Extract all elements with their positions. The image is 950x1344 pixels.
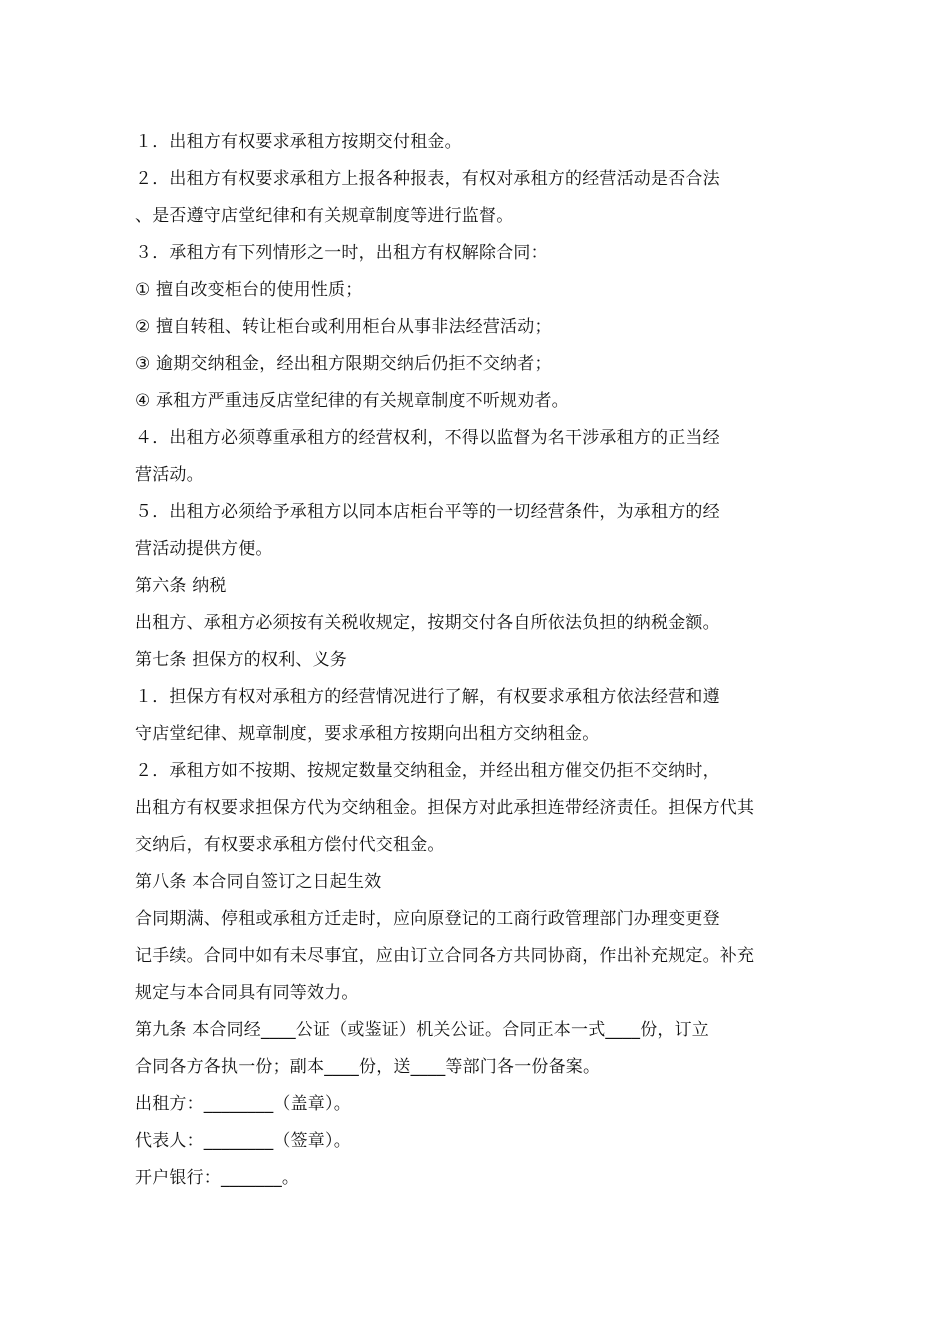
contract-text [135, 124, 835, 1197]
clause-line: 合同各方各执一份；副本____份，送____等部门各一份备案。 [135, 1057, 601, 1077]
clause-line: 营活动提供方便。 [135, 539, 273, 559]
article-heading: 第八条 本合同自签订之日起生效 [135, 872, 382, 892]
clause-line: ２．出租方有权要求承租方上报各种报表，有权对承租方的经营活动是否合法 [135, 169, 720, 189]
clause-line: 合同期满、停租或承租方迁走时，应向原登记的工商行政管理部门办理变更登 [135, 909, 720, 929]
clause-line: 出租方、承租方必须按有关税收规定，按期交付各自所依法负担的纳税金额。 [135, 613, 720, 633]
signature-lessor: 出租方：________（盖章）。 [135, 1094, 351, 1114]
article-line: 第九条 本合同经____公证（或鉴证）机关公证。合同正本一式____份，订立 [135, 1020, 710, 1040]
clause-line: 出租方有权要求担保方代为交纳租金。担保方对此承担连带经济责任。担保方代其 [135, 798, 755, 818]
article-heading: 第七条 担保方的权利、义务 [135, 650, 348, 670]
article-heading: 第六条 纳税 [135, 576, 227, 596]
list-item: ① 擅自改变柜台的使用性质； [135, 280, 363, 300]
clause-line: ２．承租方如不按期、按规定数量交纳租金，并经出租方催交仍拒不交纳时， [135, 761, 720, 781]
clause-line: 交纳后，有权要求承租方偿付代交租金。 [135, 835, 445, 855]
list-item: ② 擅自转租、转让柜台或利用柜台从事非法经营活动； [135, 317, 552, 337]
list-item: ④ 承租方严重违反店堂纪律的有关规章制度不听规劝者。 [135, 391, 569, 411]
clause-line: 营活动。 [135, 465, 204, 485]
clause-line: ５．出租方必须给予承租方以同本店柜台平等的一切经营条件，为承租方的经 [135, 502, 720, 522]
clause-line: １．出租方有权要求承租方按期交付租金。 [135, 132, 462, 152]
clause-line: ３．承租方有下列情形之一时，出租方有权解除合同： [135, 243, 548, 263]
clause-line: 守店堂纪律、规章制度，要求承租方按期向出租方交纳租金。 [135, 724, 600, 744]
signature-representative: 代表人：________（签章）。 [135, 1131, 351, 1151]
signature-bank: 开户银行：_______。 [135, 1168, 300, 1188]
clause-line: ４．出租方必须尊重承租方的经营权利，不得以监督为名干涉承租方的正当经 [135, 428, 720, 448]
clause-line: 记手续。合同中如有未尽事宜，应由订立合同各方共同协商，作出补充规定。补充 [135, 946, 755, 966]
clause-line: 规定与本合同具有同等效力。 [135, 983, 359, 1003]
clause-line: 、是否遵守店堂纪律和有关规章制度等进行监督。 [135, 206, 514, 226]
clause-line: １．担保方有权对承租方的经营情况进行了解，有权要求承租方依法经营和遵 [135, 687, 720, 707]
list-item: ③ 逾期交纳租金，经出租方限期交纳后仍拒不交纳者； [135, 354, 552, 374]
